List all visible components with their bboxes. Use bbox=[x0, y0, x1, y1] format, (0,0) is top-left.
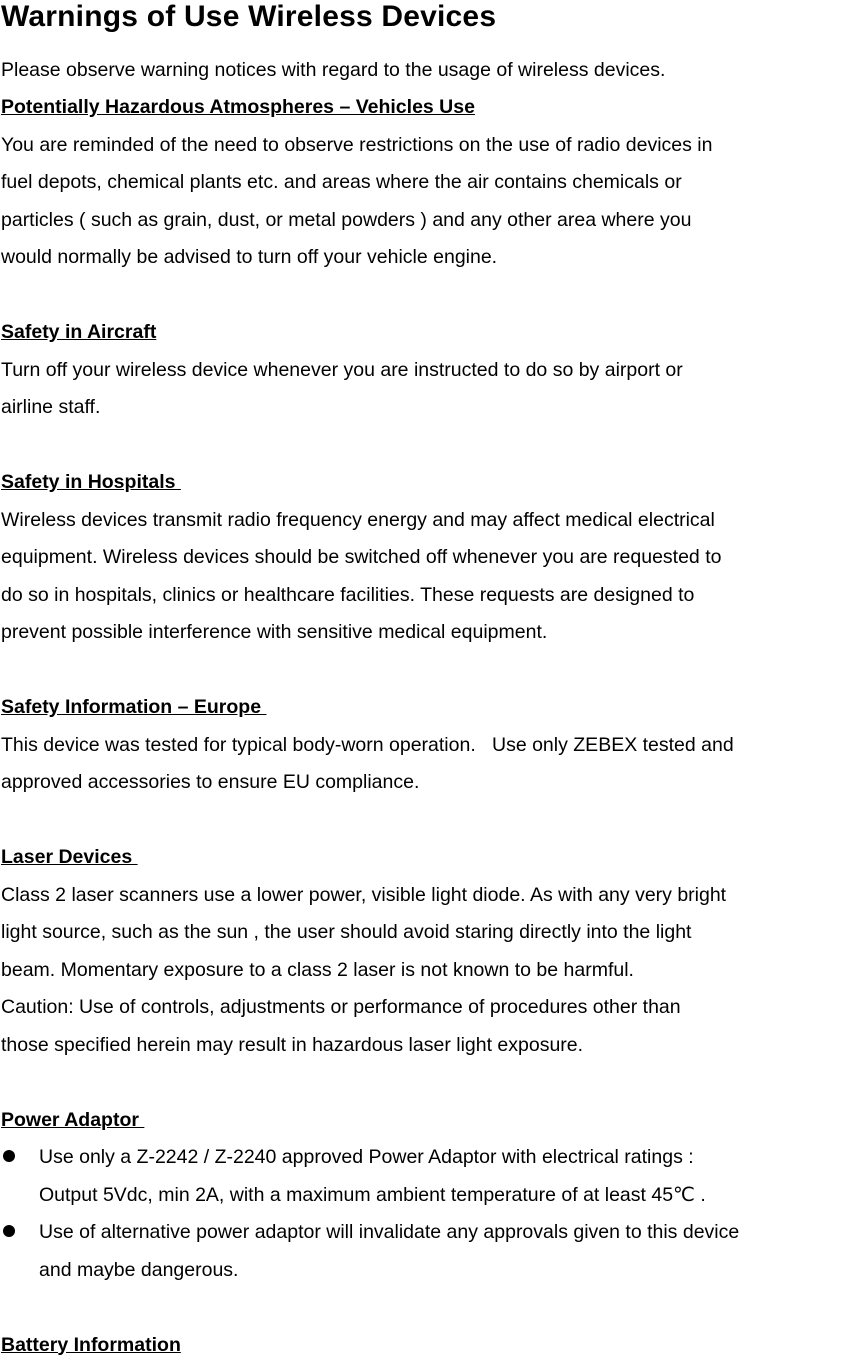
paragraph-line: airline staff. bbox=[1, 389, 863, 427]
list-item-line: Output 5Vdc, min 2A, with a maximum ambient temperature of at least 45℃ . bbox=[39, 1177, 863, 1215]
list-item-line: Use of alternative power adaptor will invalidate any approvals given to this device bbox=[39, 1214, 863, 1252]
paragraph-line: Wireless devices transmit radio frequency energy and may affect medical electrical bbox=[1, 502, 863, 540]
section-safety-aircraft bbox=[1, 314, 863, 427]
section-laser-devices bbox=[1, 839, 863, 1064]
spacer bbox=[1, 1064, 863, 1102]
paragraph-line: Caution: Use of controls, adjustments or performance of procedures other than bbox=[1, 989, 863, 1027]
bullet-icon bbox=[3, 1225, 15, 1237]
spacer bbox=[1, 277, 863, 315]
paragraph-line: Class 2 laser scanners use a lower power, visible light diode. As with any very bright bbox=[1, 877, 863, 915]
section-safety-hospitals bbox=[1, 464, 863, 652]
spacer bbox=[1, 802, 863, 840]
section-heading: Battery Information bbox=[1, 1334, 181, 1356]
paragraph-line: particles ( such as grain, dust, or metal powders ) and any other area where you bbox=[1, 202, 863, 240]
section-heading: Safety in Hospitals bbox=[1, 471, 181, 493]
list-item bbox=[1, 1214, 863, 1289]
bullet-icon bbox=[3, 1150, 15, 1162]
section-heading: Power Adaptor bbox=[1, 1109, 144, 1131]
section-hazardous-atmospheres bbox=[1, 89, 863, 277]
bullet-list bbox=[1, 1139, 863, 1289]
document-page bbox=[1, 0, 863, 1364]
paragraph-line: fuel depots, chemical plants etc. and areas where the air contains chemicals or bbox=[1, 164, 863, 202]
list-item bbox=[1, 1139, 863, 1214]
paragraph-line: This device was tested for typical body-worn operation. Use only ZEBEX tested and bbox=[1, 727, 863, 765]
section-heading: Safety Information – Europe bbox=[1, 696, 266, 718]
paragraph-line: approved accessories to ensure EU compliance. bbox=[1, 764, 863, 802]
paragraph-line: prevent possible interference with sensitive medical equipment. bbox=[1, 614, 863, 652]
paragraph-line: those specified herein may result in hazardous laser light exposure. bbox=[1, 1027, 863, 1065]
paragraph-line: would normally be advised to turn off your vehicle engine. bbox=[1, 239, 863, 277]
paragraph-line: equipment. Wireless devices should be switched off whenever you are requested to bbox=[1, 539, 863, 577]
paragraph-line: beam. Momentary exposure to a class 2 laser is not known to be harmful. bbox=[1, 952, 863, 990]
section-battery-information bbox=[1, 1327, 863, 1364]
list-item-line: Use only a Z-2242 / Z-2240 approved Power Adaptor with electrical ratings : bbox=[39, 1139, 863, 1177]
paragraph-line: light source, such as the sun , the user should avoid staring directly into the light bbox=[1, 914, 863, 952]
spacer bbox=[1, 427, 863, 465]
page-title: Warnings of Use Wireless Devices bbox=[1, 0, 863, 52]
spacer bbox=[1, 652, 863, 690]
section-heading: Laser Devices bbox=[1, 846, 138, 868]
section-safety-europe bbox=[1, 689, 863, 802]
section-heading: Safety in Aircraft bbox=[1, 321, 156, 343]
intro-text: Please observe warning notices with regard to the usage of wireless devices. bbox=[1, 52, 863, 90]
paragraph-line: Turn off your wireless device whenever you are instructed to do so by airport or bbox=[1, 352, 863, 390]
section-power-adaptor bbox=[1, 1102, 863, 1290]
paragraph-line: You are reminded of the need to observe restrictions on the use of radio devices in bbox=[1, 127, 863, 165]
list-item-line: and maybe dangerous. bbox=[39, 1252, 863, 1290]
spacer bbox=[1, 1289, 863, 1327]
paragraph-line: do so in hospitals, clinics or healthcare facilities. These requests are designed to bbox=[1, 577, 863, 615]
section-heading: Potentially Hazardous Atmospheres – Vehicles Use bbox=[1, 96, 475, 118]
